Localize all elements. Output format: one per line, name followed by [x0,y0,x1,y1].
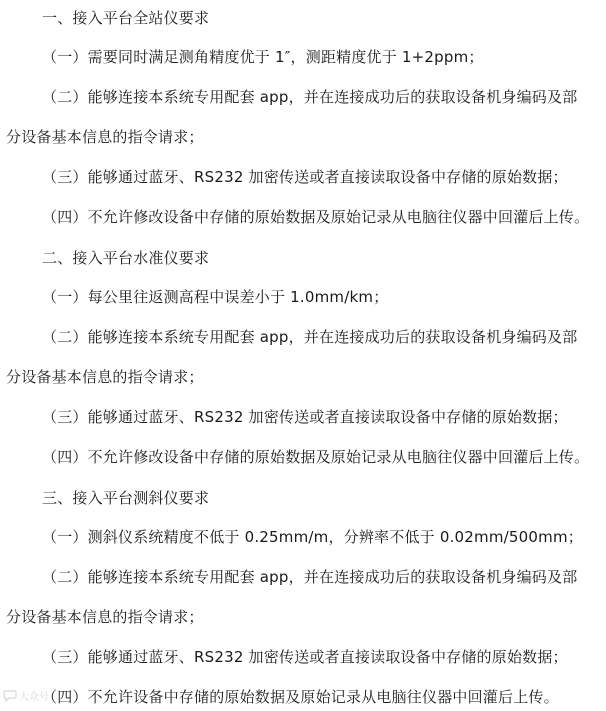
requirement-item-continuation: 分设备基本信息的指令请求； [6,368,204,386]
requirement-item: （二）能够连接本系统专用配套 app，并在连接成功后的获取设备机身编码及部 [42,88,578,106]
watermark [3,688,49,703]
requirement-item: （四）不允许修改设备中存储的原始数据及原始记录从电脑往仪器中回灌后上传。 [42,208,590,226]
requirement-item-continuation: 分设备基本信息的指令请求； [6,608,204,626]
requirement-item-continuation: 分设备基本信息的指令请求； [6,128,204,146]
section-heading: 一、接入平台全站仪要求 [42,9,210,27]
watermark-text: 大众号 [19,692,49,703]
requirement-item: （一）每公里往返测高程中误差小于 1.0mm/km； [42,288,389,306]
section-heading: 二、接入平台水准仪要求 [42,249,210,267]
chat-bubble-icon [3,690,17,702]
section-heading: 三、接入平台测斜仪要求 [42,489,210,507]
requirement-item: （二）能够连接本系统专用配套 app，并在连接成功后的获取设备机身编码及部 [42,568,578,586]
requirement-item: （三）能够通过蓝牙、RS232 加密传送或者直接读取设备中存储的原始数据； [42,648,568,666]
requirement-item: （一）需要同时满足测角精度优于 1″，测距精度优于 1+2ppm； [42,48,484,66]
requirement-item: （四）不允许修改设备中存储的原始数据及原始记录从电脑往仪器中回灌后上传。 [42,448,590,466]
requirement-item: （四）不允许设备中存储的原始数据及原始记录从电脑往仪器中回灌后上传。 [42,688,559,706]
requirement-item: （三）能够通过蓝牙、RS232 加密传送或者直接读取设备中存储的原始数据； [42,168,568,186]
requirement-item: （一）测斜仪系统精度不低于 0.25mm/m，分辨率不低于 0.02mm/500mm； [42,528,583,546]
requirement-item: （三）能够通过蓝牙、RS232 加密传送或者直接读取设备中存储的原始数据； [42,408,568,426]
requirement-item: （二）能够连接本系统专用配套 app，并在连接成功后的获取设备机身编码及部 [42,328,578,346]
